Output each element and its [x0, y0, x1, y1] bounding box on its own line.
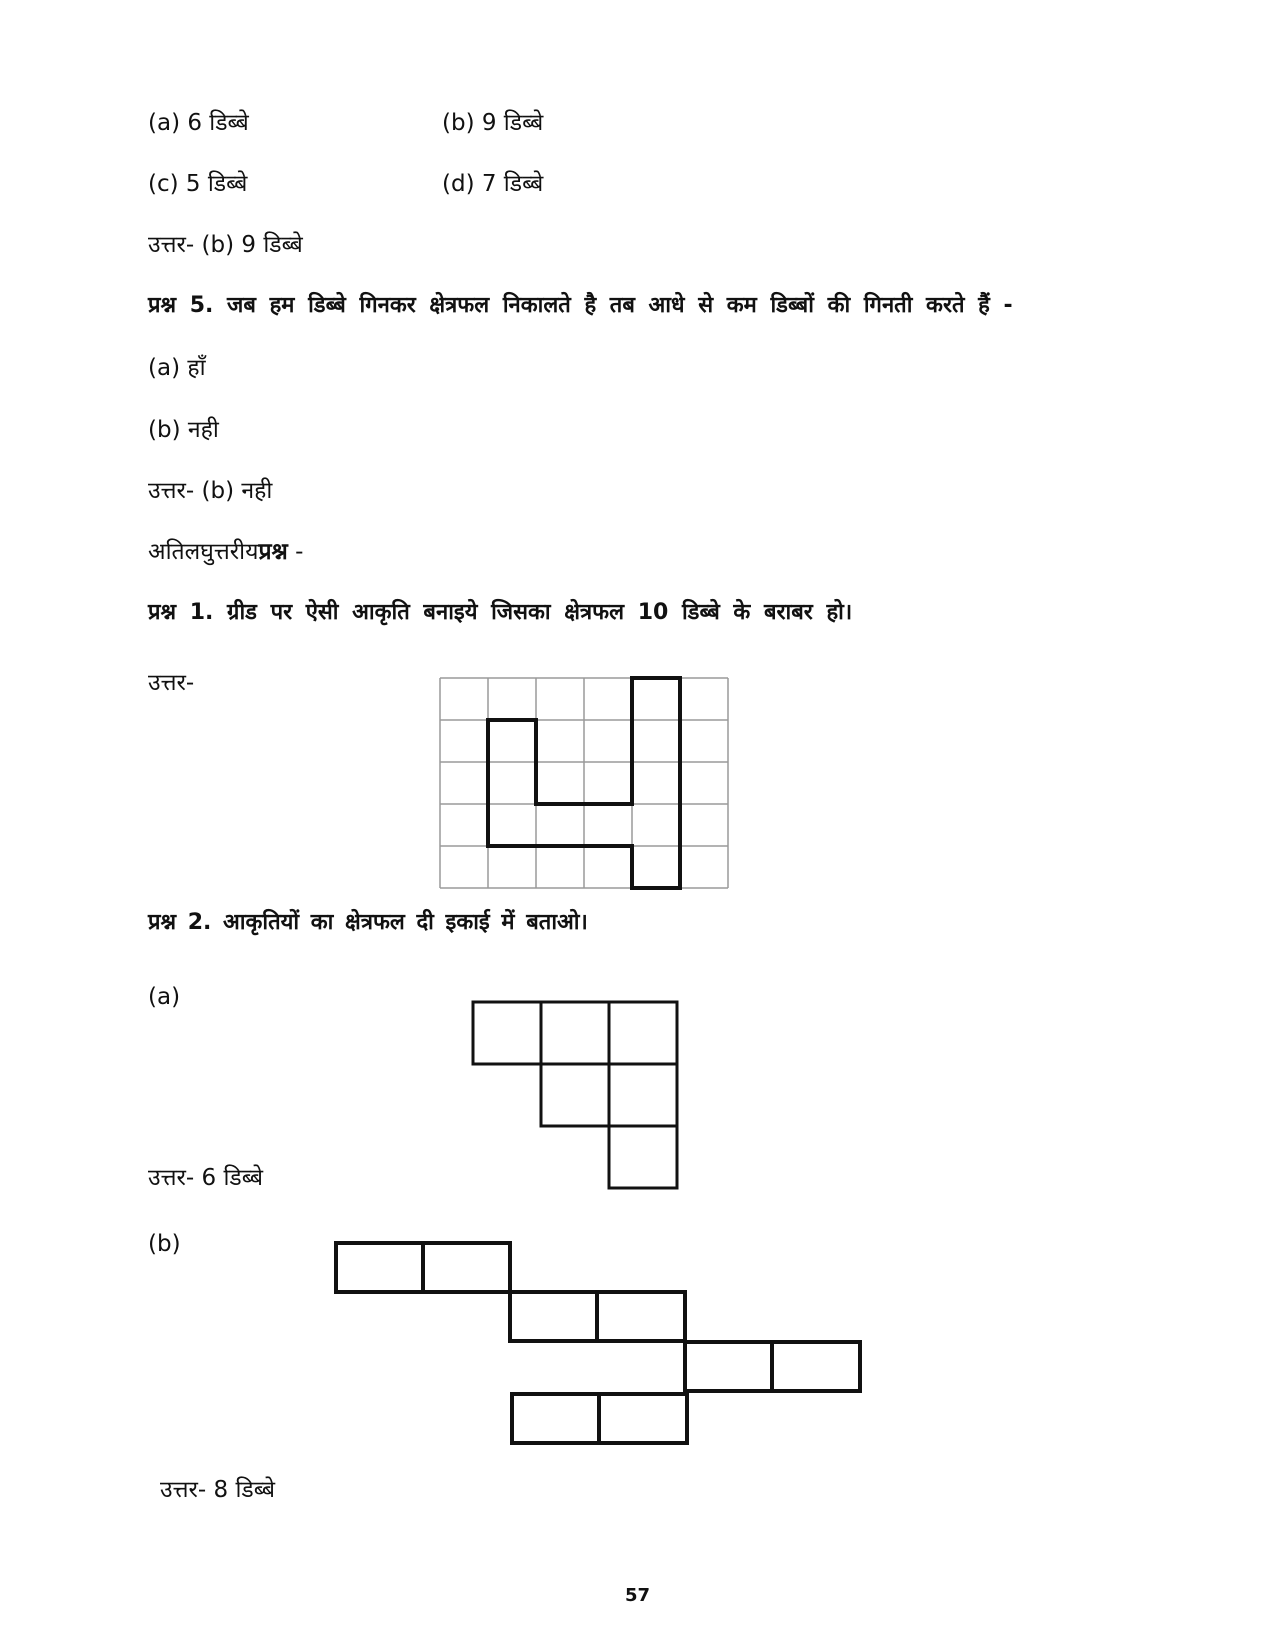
vq2-part-b-label: (b): [148, 1231, 181, 1257]
q4-option-b: (b) 9 डिब्बे: [442, 110, 544, 136]
figure-b: [336, 1243, 860, 1443]
vq2-question: प्रश्न 2. आकृतियों का क्षेत्रफल दी इकाई में बताओ।: [148, 910, 588, 935]
grid-lines: [440, 678, 728, 888]
vq2-part-a-label: (a): [148, 984, 181, 1010]
section-heading-bold: प्रश्न: [258, 539, 288, 565]
q5-option-a: (a) हाँ: [148, 355, 206, 381]
section-heading-suffix: -: [287, 539, 304, 565]
q4-option-d: (d) 7 डिब्बे: [442, 171, 544, 197]
page-number: 57: [624, 1585, 651, 1606]
q5-option-b: (b) नही: [148, 417, 219, 443]
q4-answer: उत्तर- (b) 9 डिब्बे: [148, 232, 303, 258]
grid-figure: [440, 678, 728, 888]
vq1-question: प्रश्न 1. ग्रीड पर ऐसी आकृति बनाइये जिसका क्षेत्रफल 10 डिब्बे के बराबर हो।: [148, 600, 853, 625]
vq2-part-a-answer: उत्तर- 6 डिब्बे: [148, 1165, 263, 1191]
q4-option-c: (c) 5 डिब्बे: [148, 171, 248, 197]
vq2-part-b-answer: उत्तर- 8 डिब्बे: [160, 1477, 275, 1503]
q5-answer: उत्तर- (b) नही: [148, 478, 273, 504]
figure-a: [473, 1002, 677, 1188]
vq1-answer-label: उत्तर-: [148, 670, 195, 696]
section-heading-prefix: अतिलघुत्तरीय: [148, 539, 259, 565]
q5-question: प्रश्न 5. जब हम डिब्बे गिनकर क्षेत्रफल निकालते है तब आधे से कम डिब्बों की गिनती करते हैं -: [148, 293, 1013, 318]
q4-option-a: (a) 6 डिब्बे: [148, 110, 249, 136]
